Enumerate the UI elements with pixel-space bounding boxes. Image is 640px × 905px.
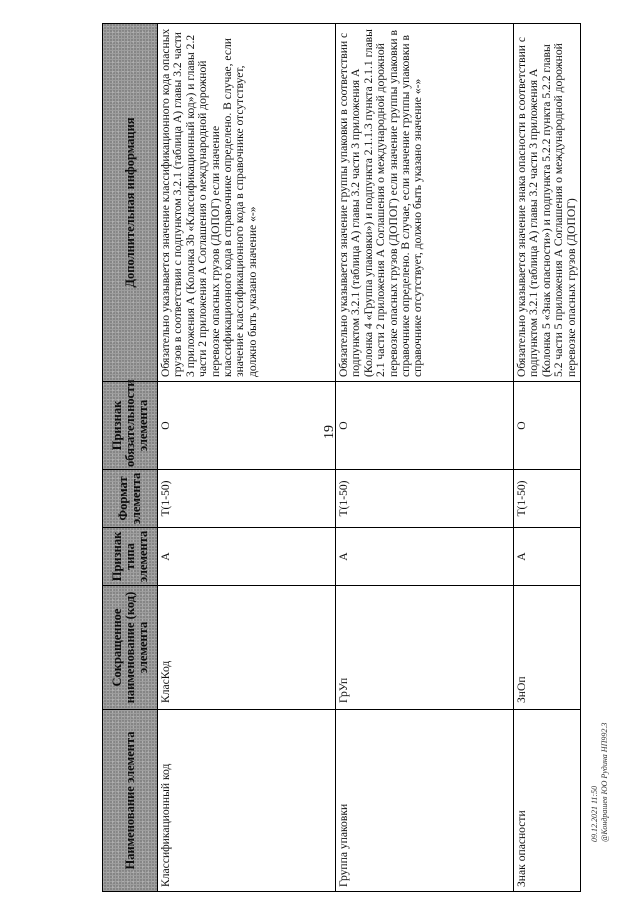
table-row (514, 24, 581, 892)
header-additional-info: Дополнительная информация (103, 24, 158, 382)
table-row (158, 24, 336, 892)
cell-element-name: Знак опасности (514, 710, 581, 892)
cell-element-name: Группа упаковки (336, 710, 514, 892)
table-row (336, 24, 514, 892)
cell-element-required: О (158, 382, 336, 470)
element-spec-table (102, 23, 581, 892)
cell-element-format: T(1-50) (514, 470, 581, 528)
cell-element-code: ГрУп (336, 586, 514, 710)
cell-element-code: ЗнОп (514, 586, 581, 710)
page-number: 19 (322, 425, 337, 439)
cell-element-required: О (336, 382, 514, 470)
cell-element-format: T(1-50) (158, 470, 336, 528)
header-element-code: Сокращенное наименование (код) элемента (103, 586, 158, 710)
rotated-page-content (102, 24, 578, 892)
header-element-type: Признак типа элемента (103, 528, 158, 586)
cell-element-type: А (336, 528, 514, 586)
cell-additional-info: Обязательно указывается значение группы упаковки в соответствии с подпунктом 3.2.1 (таблица А) главы 3.2 части 3 приложения А (Колонка 4 «Группа упаковки») и подпункта 2.1.1.3 пункта 2.1.1 главы 2.1 части 2 приложения А Соглашения о международной дорожной перевозке опасных грузов (ДОПОГ) если значение группы упаковки в справочнике определено. В случае, если значение группы упаковки в справочнике отсутствует, должно быть указано значение «-» (336, 24, 514, 382)
cell-additional-info: Обязательно указывается значение классификационного кода опасных грузов в соответствии с подпунктом 3.2.1 (таблица А) главы 3.2 части 3 приложения А (Колонка 3b «Классификационный код») и главы 2.2 части 2 приложения А Соглашения о международной дорожной перевозке опасных грузов (ДОПОГ) если значение классификационного кода в справочнике определено. В случае, если значение классификационного кода в справочнике отсутствует, должно быть указано значение «-» (158, 24, 336, 382)
table-header-row (103, 24, 158, 892)
cell-element-required: О (514, 382, 581, 470)
cell-element-name: Классификационный код (158, 710, 336, 892)
cell-element-type: А (158, 528, 336, 586)
cell-additional-info: Обязательно указывается значение знака опасности в соответствии с подпунктом 3.2.1 (таблица А) главы 3.2 части 3 приложения А (Колонка 5 «Знак опасности») и подпункта 5.2.2 пункта 5.2.2 главы 5.2 части 5 приложения А Соглашения о международной дорожной перевозке опасных грузов (ДОПОГ) (514, 24, 581, 382)
stamp-date: 09.12.2021 11:50 (590, 785, 599, 842)
cell-element-code: КласКод (158, 586, 336, 710)
header-element-required: Признак обязательности элемента (103, 382, 158, 470)
cell-element-type: А (514, 528, 581, 586)
cell-element-format: T(1-50) (336, 470, 514, 528)
header-element-name: Наименование элемента (103, 710, 158, 892)
stamp-signer: @Кондрашев ЮО Рудина НП992.3 (600, 722, 609, 842)
header-element-format: Формат элемента (103, 470, 158, 528)
